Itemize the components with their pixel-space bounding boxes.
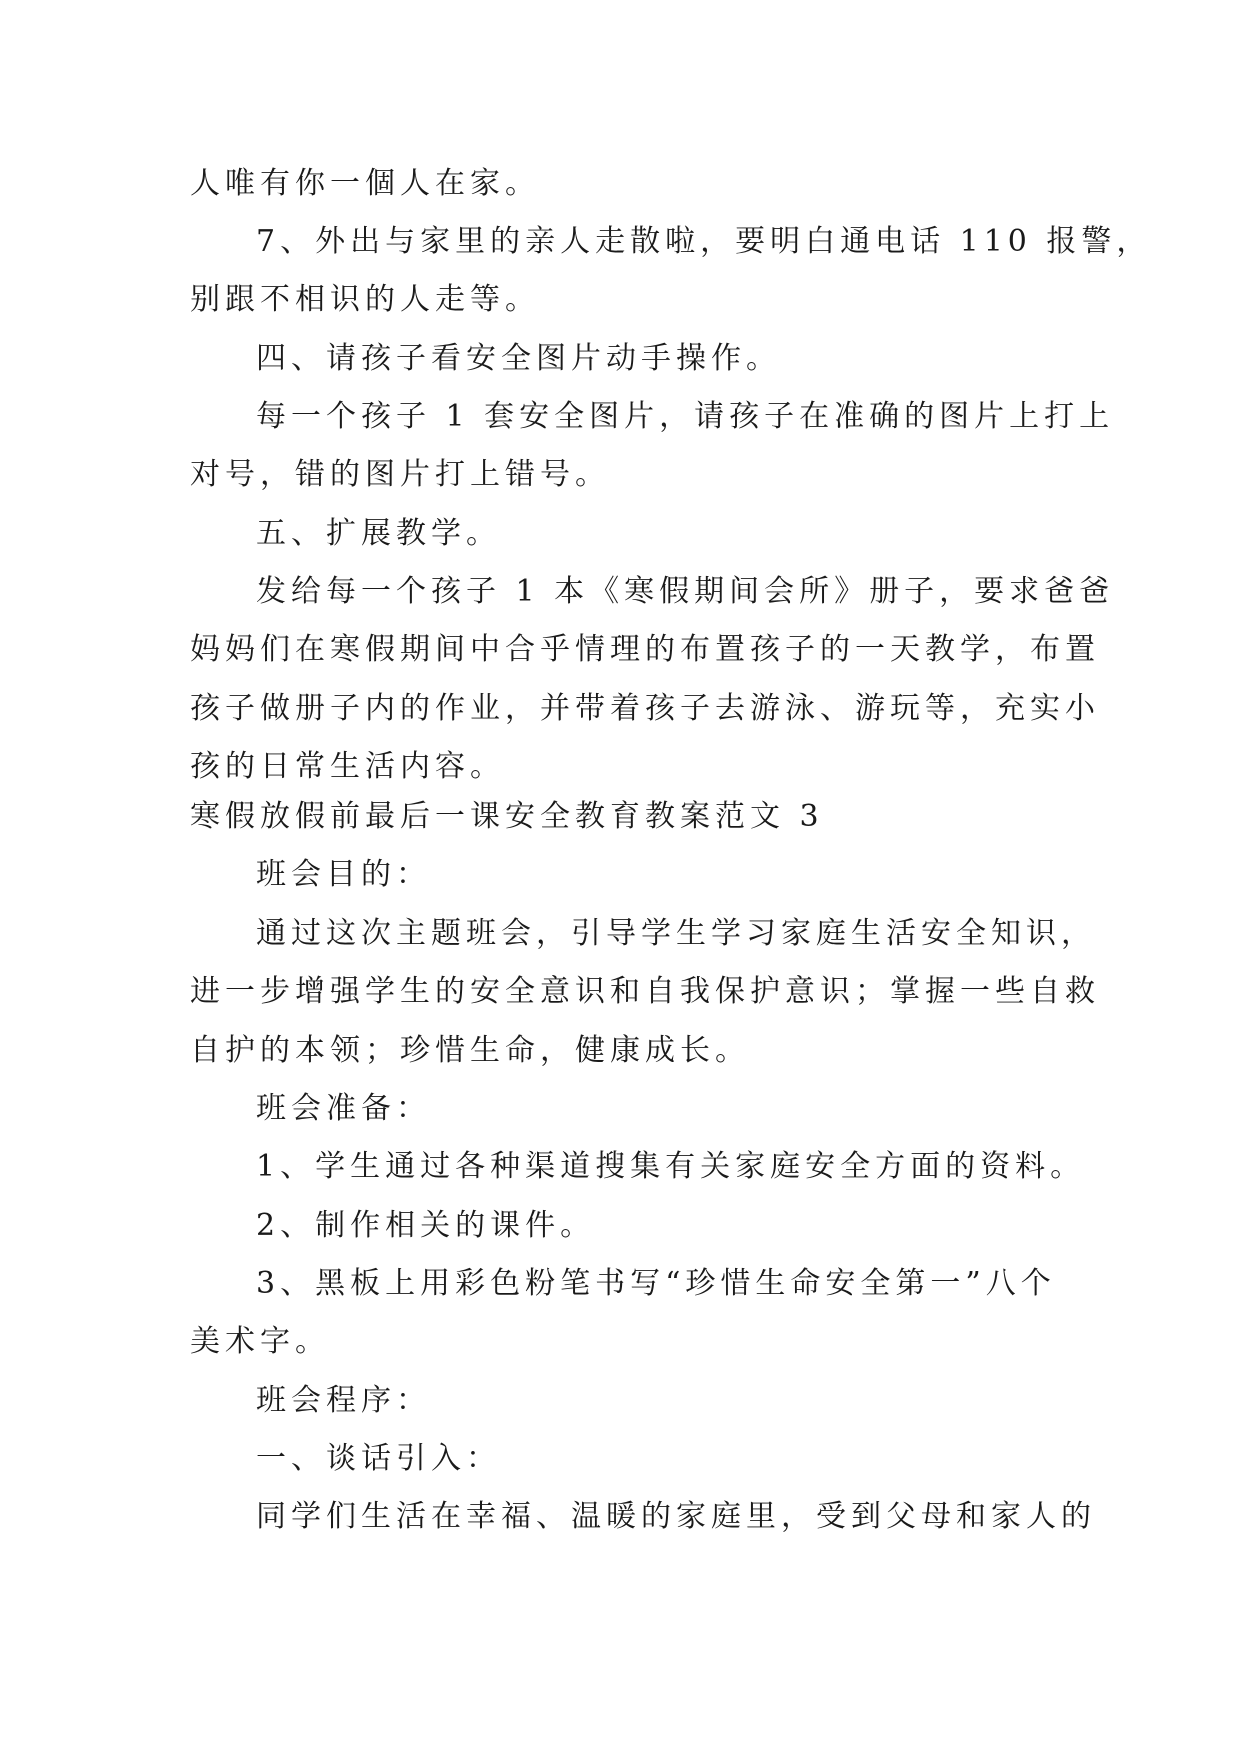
- text-line: 通过这次主题班会，引导学生学习家庭生活安全知识，: [256, 916, 1096, 951]
- text-line: 每一个孩子 1 套安全图片，请孩子在准确的图片上打上: [256, 399, 1115, 434]
- text-line: 孩的日常生活内容。: [190, 749, 505, 784]
- text-line: 人唯有你一個人在家。: [190, 166, 540, 201]
- text-line: 7、外出与家里的亲人走散啦，要明白通电话 110 报警，: [256, 224, 1152, 259]
- text-line: 1、学生通过各种渠道搜集有关家庭安全方面的资料。: [256, 1149, 1086, 1184]
- text-line: 同学们生活在幸福、温暖的家庭里，受到父母和家人的: [256, 1499, 1096, 1534]
- document-title: 寒假放假前最后一课安全教育教案范文 3: [190, 799, 824, 834]
- text-line: 美术字。: [190, 1324, 330, 1359]
- text-line: 别跟不相识的人走等。: [190, 282, 540, 317]
- text-line: 发给每一个孩子 1 本《寒假期间会所》册子，要求爸爸: [256, 574, 1115, 609]
- section-heading: 四、请孩子看安全图片动手操作。: [256, 341, 781, 376]
- section-heading: 五、扩展教学。: [256, 516, 501, 551]
- section-heading: 班会准备：: [256, 1091, 431, 1126]
- text-line: 进一步增强学生的安全意识和自我保护意识；掌握一些自救: [190, 974, 1100, 1009]
- text-line: 孩子做册子内的作业，并带着孩子去游泳、游玩等，充实小: [190, 691, 1100, 726]
- section-heading: 一、谈话引入：: [256, 1441, 501, 1476]
- text-line: 3、黑板上用彩色粉笔书写“珍惜生命安全第一”八个: [256, 1266, 1056, 1301]
- section-heading: 班会目的：: [256, 857, 431, 892]
- text-line: 2、制作相关的课件。: [256, 1208, 596, 1243]
- text-line: 妈妈们在寒假期间中合乎情理的布置孩子的一天教学，布置: [190, 632, 1100, 667]
- text-line: 自护的本领；珍惜生命，健康成长。: [190, 1033, 750, 1068]
- section-heading: 班会程序：: [256, 1383, 431, 1418]
- text-line: 对号，错的图片打上错号。: [190, 457, 610, 492]
